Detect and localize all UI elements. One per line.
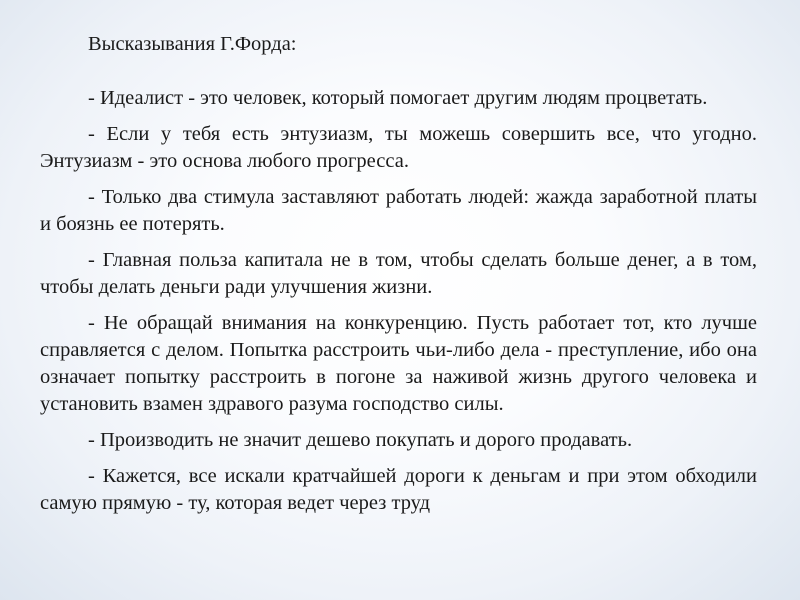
quote-paragraph: - Не обращай внимания на конкуренцию. Пусть работает тот, кто лучше справляется с делом. Попытка расстроить чьи-либо дела - преступление, ибо она означает попытку расстроить в погоне за наживой жизнь другого человека и установить взамен здравого разума господство силы. bbox=[40, 312, 757, 415]
quote-paragraph: - Производить не значит дешево покупать и дорого продавать. bbox=[88, 429, 633, 451]
quote-paragraph: - Только два стимула заставляют работать людей: жажда заработной платы и боязнь ее потерять. bbox=[40, 186, 757, 235]
quote-paragraph: - Если у тебя есть энтузиазм, ты можешь совершить все, что угодно. Энтузиазм - это основа любого прогресса. bbox=[40, 123, 757, 172]
quote-paragraph: - Главная польза капитала не в том, чтобы сделать больше денег, а в том, чтобы делать деньги ради улучшения жизни. bbox=[40, 249, 757, 298]
slide-title: Высказывания Г.Форда: bbox=[88, 33, 297, 55]
quote-paragraph: - Идеалист - это человек, который помогает другим людям процветать. bbox=[88, 87, 708, 109]
slide-text-body bbox=[40, 31, 757, 591]
quote-paragraph: - Кажется, все искали кратчайшей дороги к деньгам и при этом обходили самую прямую - ту, которая ведет через труд bbox=[40, 465, 757, 514]
